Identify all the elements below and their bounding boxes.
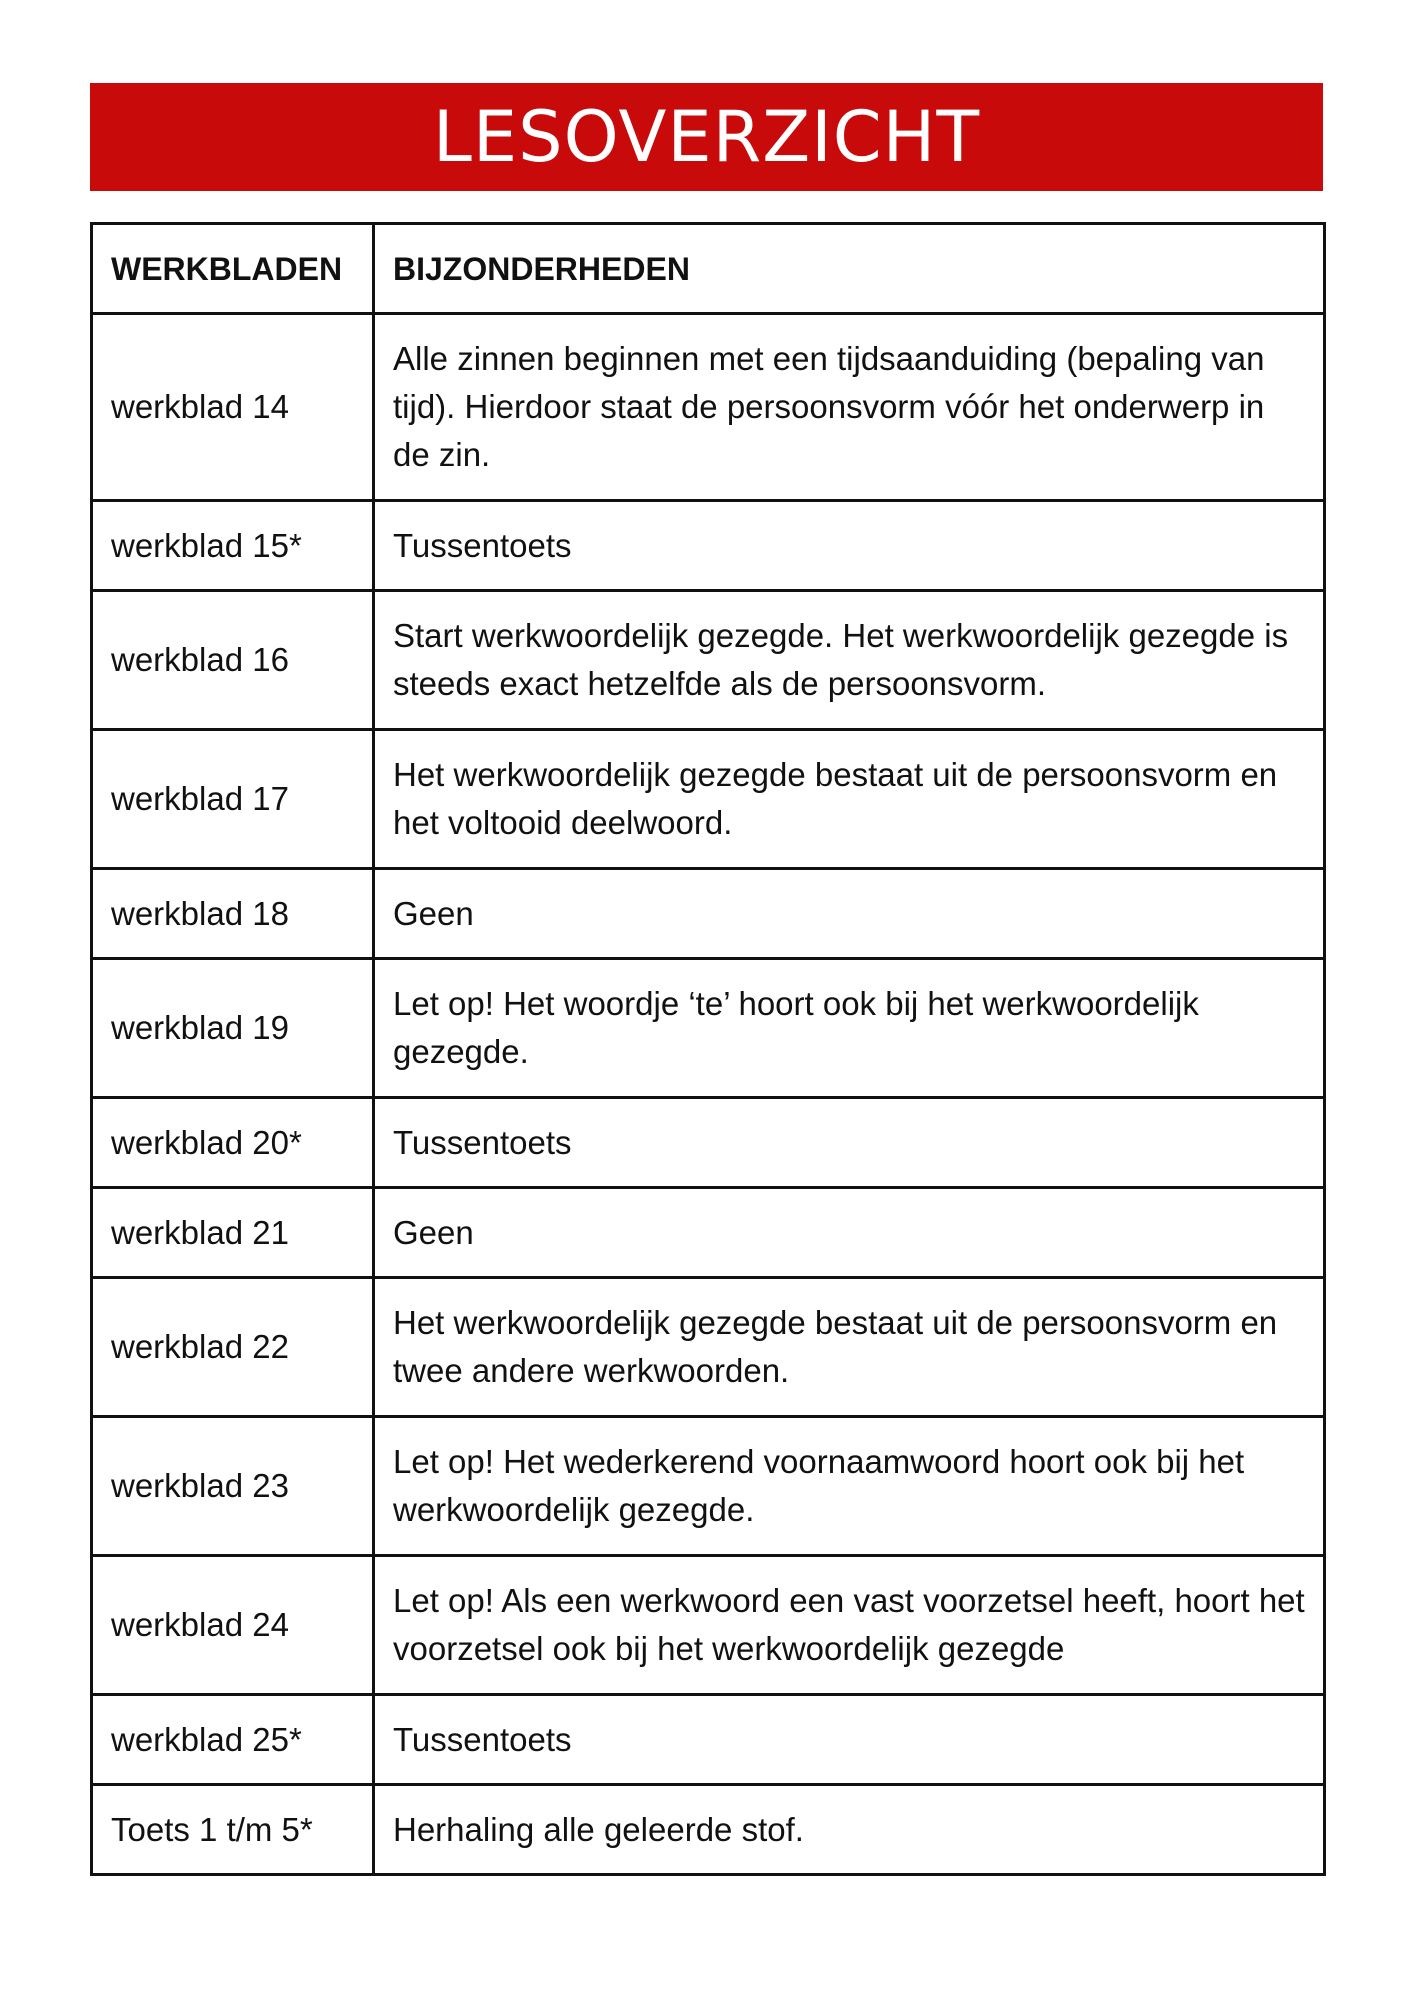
- detail-cell: Let op! Als een werkwoord een vast voorzetsel heeft, hoort het voorzetsel ook bij het werkwoordelijk gezegde: [374, 1556, 1325, 1695]
- table-row: [92, 959, 1325, 1098]
- table-row: [92, 1695, 1325, 1785]
- detail-cell: Het werkwoordelijk gezegde bestaat uit de persoonsvorm en het voltooid deelwoord.: [374, 730, 1325, 869]
- header-worksheets: WERKBLADEN: [92, 224, 374, 314]
- sheet-cell: werkblad 19: [92, 959, 374, 1098]
- table-row: [92, 1785, 1325, 1875]
- sheet-cell: werkblad 25*: [92, 1695, 374, 1785]
- table-row: [92, 1278, 1325, 1417]
- sheet-cell: werkblad 23: [92, 1417, 374, 1556]
- sheet-cell: werkblad 15*: [92, 501, 374, 591]
- sheet-cell: werkblad 16: [92, 591, 374, 730]
- sheet-cell: Toets 1 t/m 5*: [92, 1785, 374, 1875]
- detail-cell: Tussentoets: [374, 1695, 1325, 1785]
- sheet-cell: werkblad 17: [92, 730, 374, 869]
- sheet-cell: werkblad 20*: [92, 1098, 374, 1188]
- table-row: [92, 869, 1325, 959]
- sheet-cell: werkblad 21: [92, 1188, 374, 1278]
- page-title: LESOVERZICHT: [432, 96, 981, 178]
- detail-cell: Het werkwoordelijk gezegde bestaat uit de persoonsvorm en twee andere werkwoorden.: [374, 1278, 1325, 1417]
- table-row: [92, 501, 1325, 591]
- detail-cell: Let op! Het wederkerend voornaamwoord hoort ook bij het werkwoordelijk gezegde.: [374, 1417, 1325, 1556]
- detail-cell: Geen: [374, 1188, 1325, 1278]
- table-row: [92, 591, 1325, 730]
- lesson-overview-table: [90, 222, 1326, 1876]
- table-row: [92, 1417, 1325, 1556]
- table-row: [92, 730, 1325, 869]
- sheet-cell: werkblad 24: [92, 1556, 374, 1695]
- detail-cell: Herhaling alle geleerde stof.: [374, 1785, 1325, 1875]
- detail-cell: Geen: [374, 869, 1325, 959]
- table-row: [92, 1098, 1325, 1188]
- table-row: [92, 1188, 1325, 1278]
- sheet-cell: werkblad 14: [92, 314, 374, 501]
- header-details: BIJZONDERHEDEN: [374, 224, 1325, 314]
- detail-cell: Start werkwoordelijk gezegde. Het werkwoordelijk gezegde is steeds exact hetzelfde als de persoonsvorm.: [374, 591, 1325, 730]
- table-row: [92, 1556, 1325, 1695]
- sheet-cell: werkblad 18: [92, 869, 374, 959]
- detail-cell: Alle zinnen beginnen met een tijdsaanduiding (bepaling van tijd). Hierdoor staat de persoonsvorm vóór het onderwerp in de zin.: [374, 314, 1325, 501]
- title-banner: [90, 83, 1323, 191]
- sheet-cell: werkblad 22: [92, 1278, 374, 1417]
- detail-cell: Let op! Het woordje ‘te’ hoort ook bij het werkwoordelijk gezegde.: [374, 959, 1325, 1098]
- detail-cell: Tussentoets: [374, 1098, 1325, 1188]
- table-row: [92, 314, 1325, 501]
- table-header-row: [92, 224, 1325, 314]
- detail-cell: Tussentoets: [374, 501, 1325, 591]
